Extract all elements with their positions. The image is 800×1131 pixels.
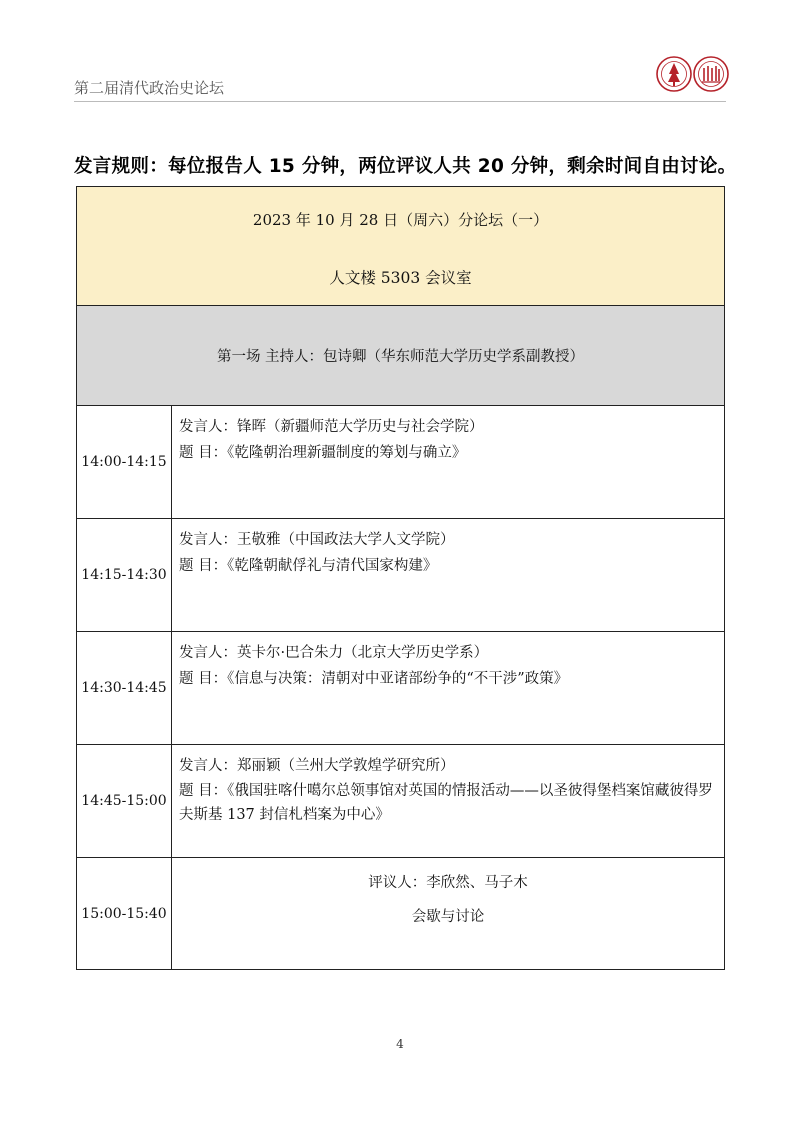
table-row (77, 632, 725, 745)
table-row (77, 519, 725, 632)
speaking-rules: 发言规则：每位报告人 15 分钟，两位评议人共 20 分钟，剩余时间自由讨论。 (74, 156, 737, 177)
header-logos (655, 54, 731, 94)
discussion-time: 15:00-15:40 (77, 858, 172, 970)
forum-date: 2023 年 10 月 28 日（周六）分论坛（一） (252, 210, 549, 229)
talk-time: 14:00-14:15 (77, 406, 172, 519)
talk-details (172, 632, 725, 745)
forum-banner (77, 187, 725, 306)
session-header: 第一场 主持人：包诗卿（华东师范大学历史学系副教授） (77, 306, 725, 406)
talk-topic: 题 目：《乾隆朝献俘礼与清代国家构建》 (179, 558, 438, 574)
talk-time: 14:15-14:30 (77, 519, 172, 632)
talk-speaker: 发言人：郑丽颖（兰州大学敦煌学研究所） (179, 758, 455, 774)
talk-topic: 题 目：《信息与决策：清朝对中亚诸部纷争的“不干涉”政策》 (179, 671, 569, 687)
document-header-title: 第二届清代政治史论坛 (74, 79, 225, 97)
talk-topic: 题 目：《乾隆朝治理新疆制度的筹划与确立》 (179, 445, 467, 461)
talk-topic: 题 目：《俄国驻喀什噶尔总领事馆对英国的情报活动——以圣彼得堡档案馆藏彼得罗夫斯基 137 封信札档案为中心》 (179, 783, 713, 823)
discussion-reviewers: 评议人：李欣然、马子木 (368, 875, 528, 891)
university-seal-icon (657, 57, 691, 91)
discussion-activity: 会歇与讨论 (411, 909, 485, 925)
discussion-details (172, 858, 725, 970)
page-number: 4 (396, 1037, 404, 1051)
talk-speaker: 发言人：英卡尔·巴合朱力（北京大学历史学系） (179, 645, 489, 661)
table-row (77, 858, 725, 970)
talk-details (172, 519, 725, 632)
talk-details (172, 406, 725, 519)
schedule-table (76, 186, 725, 970)
talk-time: 14:30-14:45 (77, 632, 172, 745)
talk-details (172, 745, 725, 858)
header-divider (74, 101, 726, 102)
table-row (77, 745, 725, 858)
talk-speaker: 发言人：锋晖（新疆师范大学历史与社会学院） (179, 419, 484, 435)
forum-venue: 人文楼 5303 会议室 (329, 268, 472, 287)
talk-time: 14:45-15:00 (77, 745, 172, 858)
history-dept-seal-icon (694, 57, 728, 91)
table-row (77, 406, 725, 519)
talk-speaker: 发言人：王敬雅（中国政法大学人文学院） (179, 532, 455, 548)
